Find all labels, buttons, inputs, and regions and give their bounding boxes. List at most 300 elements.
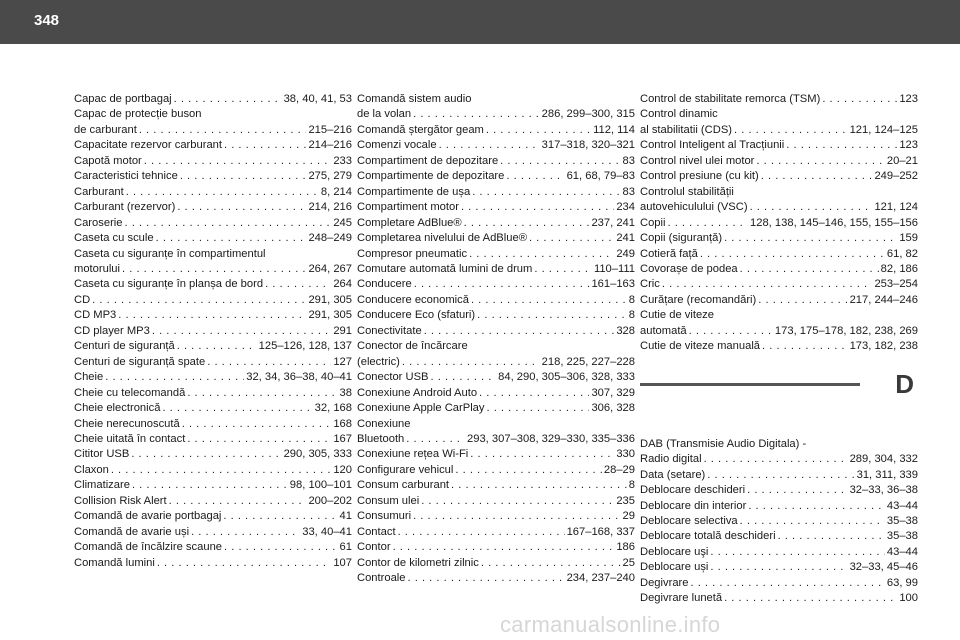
leader-dots	[750, 200, 873, 215]
entry-term: Completare AdBlue®	[357, 216, 462, 229]
index-entry	[74, 509, 352, 524]
leader-dots	[180, 169, 307, 184]
entry-term: Caracteristici tehnice	[74, 170, 178, 183]
index-entry	[357, 92, 635, 123]
entry-term: Deblocare uşi	[640, 545, 709, 558]
index-entry	[74, 417, 352, 432]
index-entry	[74, 494, 352, 509]
index-entry	[357, 293, 635, 308]
leader-dots	[451, 478, 627, 493]
leader-dots	[139, 123, 307, 138]
entry-pages: 61, 68, 79–83	[566, 170, 635, 183]
index-entry	[357, 478, 635, 493]
page-number: 348	[34, 12, 60, 29]
leader-dots	[223, 509, 337, 524]
entry-term: (electric)	[357, 355, 400, 368]
index-entry	[357, 509, 635, 524]
entry-term: Controale	[357, 572, 406, 585]
entry-pages: 25	[622, 556, 635, 569]
entry-pages: 121, 124	[874, 201, 918, 214]
entry-term: Degivrare	[640, 576, 689, 589]
index-column-2	[357, 92, 635, 587]
entry-term: Control dinamic	[640, 108, 718, 121]
leader-dots	[500, 154, 620, 169]
entry-term: CD	[74, 293, 91, 306]
index-entry	[74, 138, 352, 153]
leader-dots	[724, 591, 897, 606]
entry-pages: 38	[339, 386, 352, 399]
index-entry	[357, 417, 635, 448]
entry-term: Cheie electronică	[74, 402, 161, 415]
entry-pages: 237, 241	[591, 216, 635, 229]
leader-dots	[169, 494, 307, 509]
entry-pages: 249	[616, 247, 635, 260]
leader-dots	[157, 556, 331, 571]
leader-dots	[398, 525, 565, 540]
entry-pages: 33, 40–41	[302, 525, 352, 538]
leader-dots	[534, 262, 592, 277]
entry-term: Centuri de siguranță spate	[74, 355, 206, 368]
entry-pages: 32, 168	[314, 402, 352, 415]
leader-dots	[118, 308, 306, 323]
leader-dots	[747, 483, 847, 498]
index-column-3	[640, 92, 918, 607]
entry-term: Conducere	[357, 278, 412, 291]
entry-pages: 123	[899, 93, 918, 105]
leader-dots	[224, 540, 338, 555]
index-entry	[357, 308, 635, 323]
entry-term: Comandă sistem audio	[357, 93, 472, 105]
entry-pages: 32, 34, 36–38, 40–41	[246, 371, 352, 384]
entry-term: Capac de protecție buson	[74, 108, 202, 121]
entry-term: Control Inteligent al Tracțiunii	[640, 139, 785, 152]
index-entries-d	[640, 437, 918, 607]
entry-pages: 186	[616, 541, 635, 554]
entry-term: Radio digital	[640, 453, 702, 466]
entry-pages: 286, 299–300, 315	[541, 108, 635, 121]
entry-term: Comandă de avarie portbagaj	[74, 510, 222, 523]
index-entry	[357, 494, 635, 509]
entry-pages: 234	[616, 201, 635, 214]
entry-term: Compartiment motor	[357, 201, 459, 214]
entry-term: Cheie cu telecomandă	[74, 386, 186, 399]
entry-term: Control de stabilitate remorca (TSM)	[640, 93, 821, 105]
entry-pages: 264, 267	[308, 262, 352, 275]
entry-term: Consum ulei	[357, 494, 420, 507]
entry-term: Conector de încărcare	[357, 340, 468, 353]
leader-dots	[481, 556, 621, 571]
entry-term: Claxon	[74, 463, 109, 476]
leader-dots	[756, 154, 884, 169]
index-entry	[357, 571, 635, 586]
entry-pages: 20–21	[886, 154, 918, 167]
leader-dots	[421, 494, 614, 509]
leader-dots	[424, 324, 615, 339]
entry-term: Conducere economică	[357, 293, 469, 306]
entry-pages: 84, 290, 305–306, 328, 333	[498, 371, 635, 384]
entry-term: Capacitate rezervor carburant	[74, 139, 222, 152]
entry-pages: 249–252	[874, 170, 918, 183]
entry-term: Copii	[640, 216, 666, 229]
index-entry	[357, 339, 635, 370]
index-entry	[357, 386, 635, 401]
entry-term: Comandă de încălzire scaune	[74, 541, 223, 554]
entry-pages: 290, 305, 333	[283, 448, 352, 461]
entry-term: Comandă de avarie uși	[74, 525, 190, 538]
entry-term: Capotă motor	[74, 154, 142, 167]
index-entry	[357, 216, 635, 231]
entry-pages: 8	[628, 309, 635, 322]
leader-dots	[402, 355, 540, 370]
entry-term: Conexiune Apple CarPlay	[357, 402, 485, 415]
entry-pages: 306, 328	[591, 402, 635, 415]
entry-pages: 173, 175–178, 182, 238, 269	[774, 324, 918, 337]
entry-pages: 98, 100–101	[289, 479, 352, 492]
index-entry	[74, 92, 352, 107]
leader-dots	[469, 247, 614, 262]
entry-pages: 100	[899, 592, 918, 605]
index-entry	[74, 185, 352, 200]
entry-term: Contor	[357, 541, 391, 554]
entry-term: Cutie de viteze	[640, 309, 715, 322]
leader-dots	[710, 545, 884, 560]
entry-pages: 107	[333, 556, 352, 569]
index-entry	[357, 123, 635, 138]
entry-term: Consum carburant	[357, 479, 450, 492]
index-entry	[357, 540, 635, 555]
entry-pages: 200–202	[308, 494, 352, 507]
entry-term: Curățare (recomandări)	[640, 293, 757, 306]
entry-term: Conducere Eco (sfaturi)	[357, 309, 476, 322]
index-entry	[74, 216, 352, 231]
entry-pages: 168	[333, 417, 352, 430]
entry-pages: 248–249	[308, 232, 352, 245]
entry-term: Degivrare lunetă	[640, 592, 723, 605]
leader-dots	[691, 576, 885, 591]
entry-pages: 110–111	[593, 262, 635, 275]
leader-dots	[156, 231, 307, 246]
leader-dots	[472, 185, 620, 200]
entry-term: Controlul stabilității	[640, 185, 734, 198]
leader-dots	[479, 386, 589, 401]
leader-dots	[786, 138, 897, 153]
entry-pages: 264	[333, 278, 352, 291]
index-entry	[640, 247, 918, 262]
entry-term: Comandă lumini	[74, 556, 155, 569]
entry-pages: 307, 329	[591, 386, 635, 399]
index-entry	[357, 262, 635, 277]
index-entry	[357, 401, 635, 416]
index-entry	[357, 138, 635, 153]
leader-dots	[187, 386, 337, 401]
entry-term: Cheie	[74, 371, 104, 384]
leader-dots	[455, 463, 601, 478]
entry-pages: 253–254	[874, 278, 918, 291]
leader-dots	[132, 478, 288, 493]
index-entry	[357, 185, 635, 200]
leader-dots	[224, 138, 306, 153]
entry-term: Control presiune (cu kit)	[640, 170, 759, 183]
entry-term: Cheie uitată în contact	[74, 432, 186, 445]
leader-dots	[668, 216, 749, 231]
leader-dots	[413, 107, 540, 122]
index-entry	[74, 386, 352, 401]
page-header	[0, 0, 960, 44]
leader-dots	[126, 185, 319, 200]
index-entry	[74, 540, 352, 555]
leader-dots	[486, 123, 591, 138]
entry-term: Deblocare deschideri	[640, 484, 746, 497]
index-entry	[74, 432, 352, 447]
entry-pages: 123	[899, 139, 918, 152]
entry-pages: 167–168, 337	[566, 525, 635, 538]
leader-dots	[162, 401, 312, 416]
entry-term: Compartimente de depozitare	[357, 170, 505, 183]
leader-dots	[125, 216, 332, 231]
entry-term: Cheie nerecunoscută	[74, 417, 180, 430]
leader-dots	[431, 370, 497, 385]
entry-pages: 173, 182, 238	[849, 340, 918, 353]
leader-dots	[740, 514, 885, 529]
index-entry	[640, 529, 918, 544]
leader-dots	[470, 447, 614, 462]
entry-term: Caseta cu siguranțe în planșa de bord	[74, 278, 264, 291]
entry-term: Configurare vehicul	[357, 463, 454, 476]
entry-term: Deblocare selectiva	[640, 514, 738, 527]
index-entry	[357, 154, 635, 169]
entry-pages: 8	[628, 293, 635, 306]
leader-dots	[529, 231, 614, 246]
index-entry	[74, 447, 352, 462]
entry-term: Contact	[357, 525, 396, 538]
index-entry	[74, 370, 352, 385]
entry-term: Capac de portbagaj	[74, 93, 172, 105]
index-entry	[74, 525, 352, 540]
entry-term: Climatizare	[74, 479, 130, 492]
entry-pages: 82, 186	[880, 262, 918, 275]
entry-term: Conexiune Android Auto	[357, 386, 478, 399]
entry-pages: 83	[622, 185, 635, 198]
entry-pages: 234, 237–240	[566, 572, 635, 585]
entry-term: Collision Risk Alert	[74, 494, 167, 507]
index-entry	[74, 324, 352, 339]
index-entry	[74, 169, 352, 184]
index-entry	[640, 499, 918, 514]
entry-pages: 38, 40, 41, 53	[283, 93, 352, 105]
index-entry	[640, 92, 918, 107]
leader-dots	[700, 247, 885, 262]
index-entry	[357, 169, 635, 184]
entry-term: Carburant (rezervor)	[74, 201, 176, 214]
entry-term: Conexiune	[357, 417, 411, 430]
index-entry	[357, 324, 635, 339]
leader-dots	[778, 529, 885, 544]
entry-term: motorului	[74, 262, 121, 275]
entry-pages: 235	[616, 494, 635, 507]
entry-pages: 330	[616, 448, 635, 461]
entry-pages: 125–126, 128, 137	[258, 340, 352, 353]
index-entry	[74, 339, 352, 354]
entry-term: Caseta cu scule	[74, 232, 154, 245]
leader-dots	[393, 540, 615, 555]
leader-dots	[265, 277, 331, 292]
index-entry	[640, 293, 918, 308]
index-entry	[640, 483, 918, 498]
index-entry	[74, 231, 352, 246]
index-entry	[640, 591, 918, 606]
entry-pages: 128, 138, 145–146, 155, 155–156	[750, 216, 918, 229]
entry-term: Cric	[640, 278, 660, 291]
index-entry	[640, 169, 918, 184]
index-entry	[640, 468, 918, 483]
entry-pages: 217, 244–246	[849, 293, 918, 306]
entry-pages: 241	[616, 232, 635, 245]
leader-dots	[144, 154, 332, 169]
leader-dots	[822, 92, 897, 107]
entry-pages: 8, 214	[320, 185, 352, 198]
entry-term: CD MP3	[74, 309, 117, 322]
index-entry	[357, 556, 635, 571]
leader-dots	[710, 560, 847, 575]
watermark: carmanualsonline.info	[500, 612, 721, 637]
index-entry	[357, 277, 635, 292]
index-entry	[357, 463, 635, 478]
entry-term: Deblocare din interior	[640, 499, 747, 512]
index-entry	[640, 216, 918, 231]
entry-term: Copii (siguranță)	[640, 232, 723, 245]
entry-pages: 218, 225, 227–228	[541, 355, 635, 368]
entry-pages: 161–163	[591, 278, 635, 291]
entry-term: Caseta cu siguranțe în compartimentul	[74, 247, 266, 260]
entry-pages: 32–33, 36–38	[849, 484, 918, 497]
entry-pages: 233	[333, 154, 352, 167]
index-entry	[640, 308, 918, 339]
leader-dots	[413, 509, 620, 524]
entry-pages: 8	[628, 479, 635, 492]
entry-pages: 29	[622, 510, 635, 523]
entry-pages: 43–44	[886, 545, 918, 558]
entry-pages: 61	[339, 541, 352, 554]
index-entry	[74, 556, 352, 571]
entry-pages: 317–318, 320–321	[541, 139, 635, 152]
index-entry	[74, 308, 352, 323]
entry-pages: 167	[333, 432, 352, 445]
leader-dots	[477, 308, 627, 323]
leader-dots	[464, 216, 590, 231]
entry-pages: 275, 279	[308, 170, 352, 183]
entry-pages: 127	[333, 355, 352, 368]
leader-dots	[187, 432, 331, 447]
leader-dots	[506, 169, 564, 184]
entry-term: autovehiculului (VSC)	[640, 201, 748, 214]
index-entry	[357, 447, 635, 462]
entry-pages: 83	[622, 154, 635, 167]
entry-pages: 121, 124–125	[849, 123, 918, 136]
entry-term: Conector USB	[357, 371, 429, 384]
entry-pages: 32–33, 45–46	[849, 561, 918, 574]
leader-dots	[707, 468, 854, 483]
entry-pages: 31, 311, 339	[856, 468, 918, 481]
leader-dots	[414, 277, 590, 292]
leader-dots	[92, 293, 306, 308]
leader-dots	[487, 401, 590, 416]
leader-dots	[207, 355, 331, 370]
entry-term: DAB (Transmisie Audio Digitala) -	[640, 437, 807, 450]
entry-term: Contor de kilometri zilnic	[357, 556, 479, 569]
entry-term: Comandă ștergător geam	[357, 123, 484, 136]
leader-dots	[704, 452, 848, 467]
leader-dots	[182, 417, 332, 432]
leader-dots	[724, 231, 897, 246]
leader-dots	[734, 123, 848, 138]
index-column-1	[74, 92, 352, 571]
entry-term: de carburant	[74, 123, 137, 136]
entry-term: Bluetooth	[357, 432, 405, 445]
leader-dots	[174, 92, 282, 107]
leader-dots	[152, 324, 331, 339]
entry-pages: 61, 82	[886, 247, 918, 260]
entry-pages: 215–216	[308, 123, 352, 136]
section-divider-d	[640, 369, 918, 437]
leader-dots	[122, 262, 306, 277]
index-entry	[640, 262, 918, 277]
index-entry	[640, 277, 918, 292]
entry-pages: 291, 305	[308, 309, 352, 322]
index-entry	[640, 231, 918, 246]
entry-term: Caroserie	[74, 216, 123, 229]
entry-term: Consumuri	[357, 510, 412, 523]
entry-pages: 41	[339, 510, 352, 523]
leader-dots	[461, 200, 614, 215]
index-entry	[640, 576, 918, 591]
leader-dots	[131, 447, 281, 462]
entry-term: CD player MP3	[74, 324, 150, 337]
leader-dots	[408, 571, 565, 586]
entry-pages: 291	[333, 324, 352, 337]
entry-term: Cotieră față	[640, 247, 698, 260]
entry-term: Control nivel ulei motor	[640, 154, 755, 167]
leader-dots	[748, 499, 885, 514]
entry-term: Conectivitate	[357, 324, 422, 337]
index-entry	[357, 370, 635, 385]
entry-term: Comutare automată lumini de drum	[357, 262, 533, 275]
index-entry	[74, 293, 352, 308]
section-rule	[640, 383, 860, 386]
entry-pages: 35–38	[886, 514, 918, 527]
entry-pages: 291, 305	[308, 293, 352, 306]
index-entry	[74, 200, 352, 215]
index-entry	[74, 277, 352, 292]
index-entry	[357, 525, 635, 540]
entry-pages: 159	[899, 232, 918, 245]
entry-pages: 293, 307–308, 329–330, 335–336	[467, 432, 635, 445]
entry-term: de la volan	[357, 108, 412, 121]
entry-term: Deblocare uși	[640, 561, 709, 574]
entry-pages: 120	[333, 463, 352, 476]
section-letter: D	[895, 368, 914, 399]
index-entry	[640, 339, 918, 354]
entry-term: Conexiune rețea Wi-Fi	[357, 448, 469, 461]
entry-term: Centuri de siguranță	[74, 340, 175, 353]
leader-dots	[471, 293, 627, 308]
entry-term: Compartiment de depozitare	[357, 154, 499, 167]
entry-term: Compresor pneumatic	[357, 247, 468, 260]
leader-dots	[105, 370, 244, 385]
index-entry	[74, 401, 352, 416]
leader-dots	[762, 339, 848, 354]
index-entry	[640, 154, 918, 169]
index-entry	[74, 107, 352, 138]
